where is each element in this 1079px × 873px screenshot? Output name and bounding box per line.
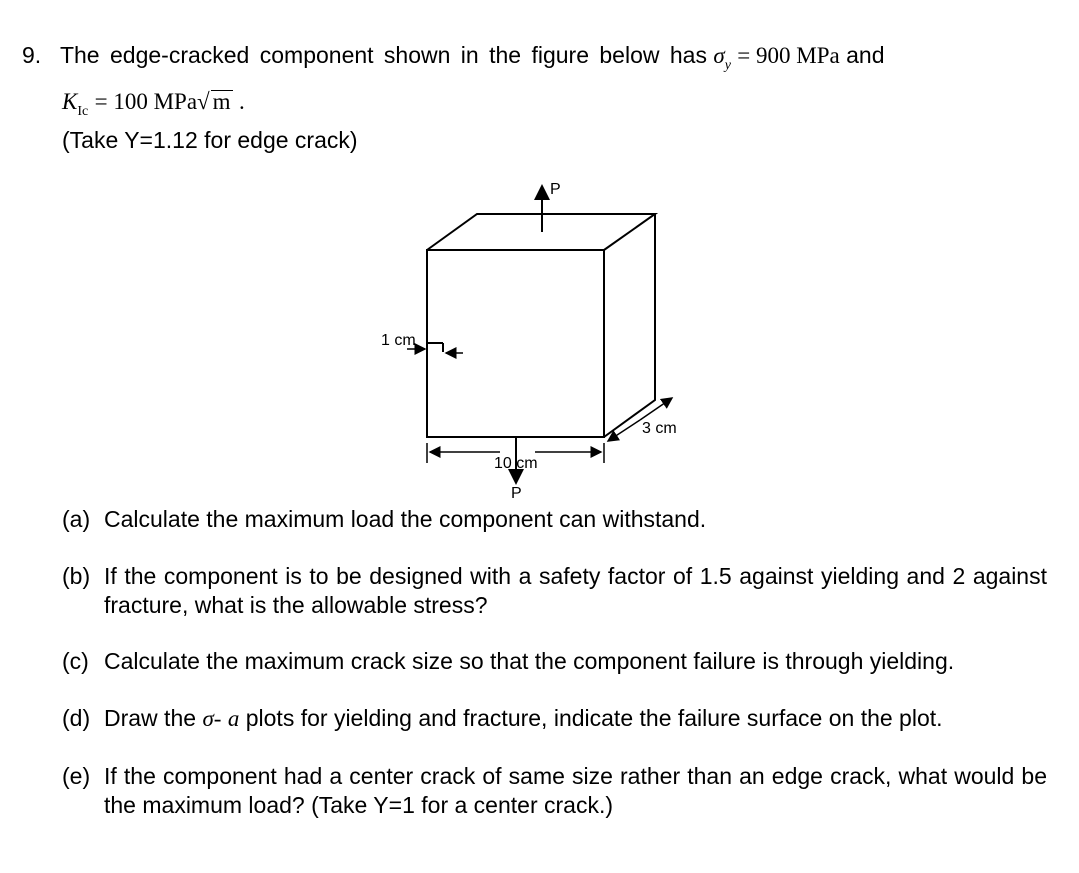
part-b-text: If the component is to be designed with a safety factor of 1.5 against yielding and 2 against fracture, what is the allowable stress? [104, 563, 1047, 618]
yield-strength-value: = 900 MPa [737, 43, 840, 68]
problem-number: 9. [22, 42, 42, 68]
part-d-dash: - [213, 706, 222, 731]
right-face [604, 214, 655, 437]
part-b-label: (b) [62, 563, 91, 589]
front-face [427, 250, 604, 437]
bottom-load-label: P [511, 485, 522, 502]
part-c-text: Calculate the maximum crack size so that the component failure is through yielding. [104, 648, 955, 674]
width-label: 10 cm [494, 455, 538, 472]
part-e-text: If the component had a center crack of same size rather than an edge crack, what would be the maximum load? (Take Y=1 for a center crack.) [104, 763, 1047, 818]
part-e [62, 762, 1047, 820]
part-c [62, 647, 1047, 676]
part-d-a: a [227, 706, 240, 731]
problem-intro-and: and [846, 42, 885, 68]
kic-subscript: Ic [77, 104, 89, 119]
part-a [62, 505, 1047, 534]
kic-symbol: K [62, 89, 78, 114]
kic-value: = 100 MPa [94, 89, 198, 114]
part-d-label: (d) [62, 705, 91, 731]
problem-intro: The edge-cracked component shown in the figure below has [59, 42, 707, 68]
part-d-text-before: Draw the [104, 705, 197, 731]
sigma-y-symbol: σ [713, 43, 725, 68]
part-e-label: (e) [62, 763, 91, 789]
part-d-text-after: plots for yielding and fracture, indicate the failure surface on the plot. [245, 705, 943, 731]
crack-size-label: 1 cm [381, 332, 416, 349]
part-a-label: (a) [62, 506, 91, 532]
kic-unit: m [212, 89, 231, 114]
thickness-label: 3 cm [642, 420, 677, 437]
part-a-text: Calculate the maximum load the component can withstand. [104, 506, 707, 532]
part-c-label: (c) [62, 648, 89, 674]
sigma-y-subscript: y [724, 58, 731, 73]
sqrt-icon: √ [197, 89, 210, 114]
part-d-sigma: σ [202, 706, 214, 731]
kic-end: . [238, 89, 245, 114]
part-b [62, 562, 1047, 620]
part-d [62, 704, 1047, 733]
top-load-label: P [550, 181, 561, 198]
part-d-text [104, 704, 1047, 733]
problem-note: (Take Y=1.12 for edge crack) [62, 127, 358, 153]
